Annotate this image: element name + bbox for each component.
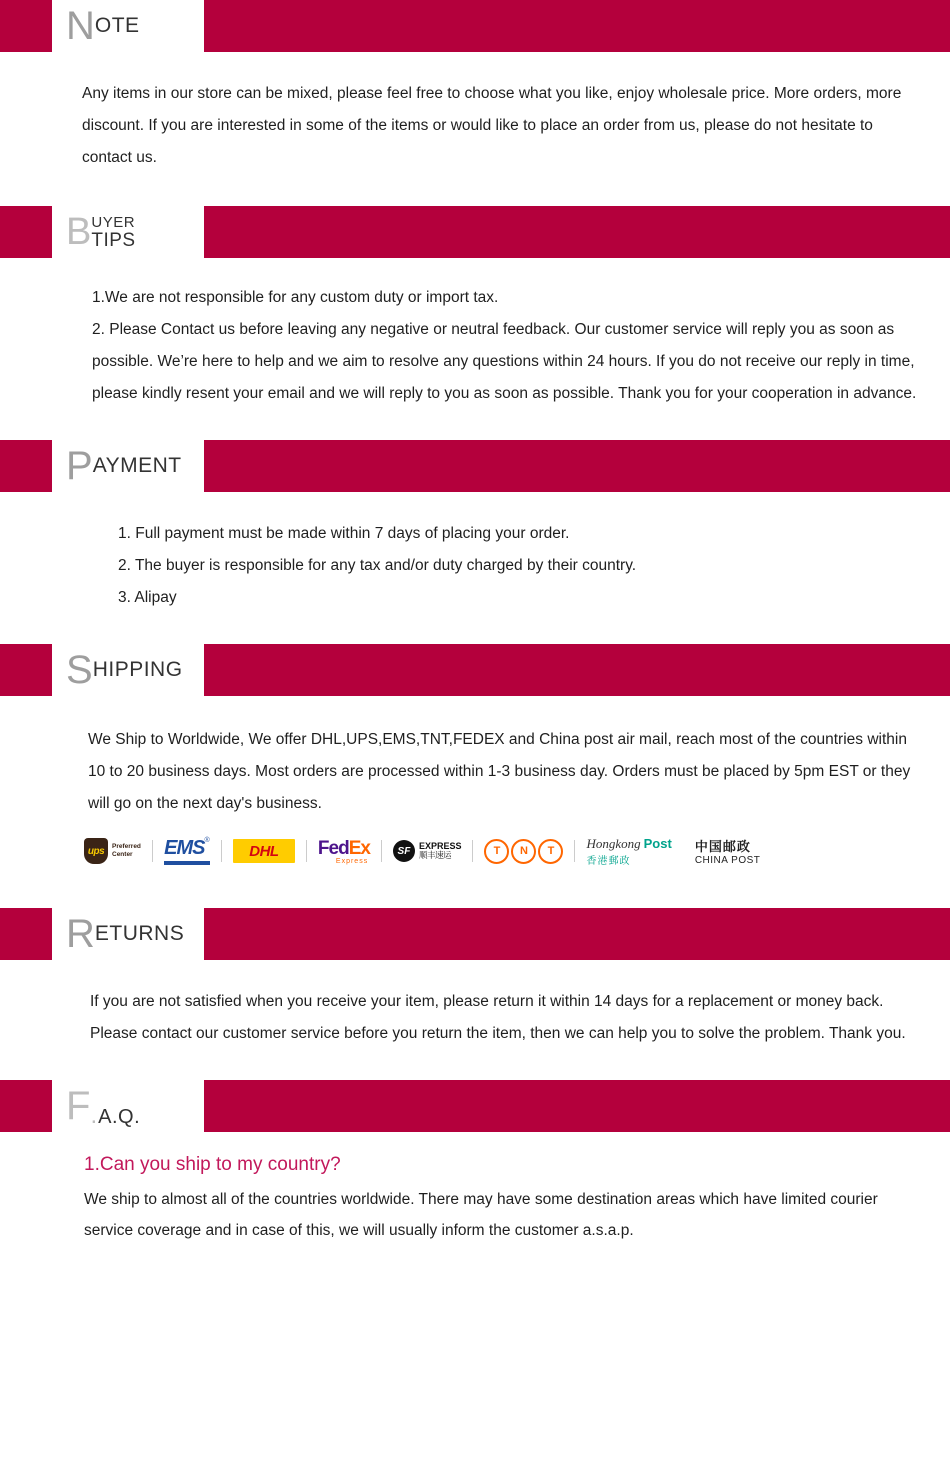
faq-header-bar [0,1080,950,1132]
divider [152,840,153,862]
note-body [0,52,950,174]
ups-shield-icon: ups [84,838,108,864]
band-gap [52,206,204,258]
divider [472,840,473,862]
buyer-tips-heading-initial: B [66,211,92,253]
faq-body [0,1132,950,1246]
faq-question-1: 1.Can you ship to my country? [84,1154,341,1175]
buyer-tips-line-2: 2. Please Contact us before leaving any negative or neutral feedback. Our customer service will reply you as soon as possible. We’re here to help and we aim to resolve any questions within 24 hours. If you do not receive our reply in time, please kindly resent your email and we will reply to you as soon as possible. Thank you for your cooperation in advance. [92,321,917,402]
note-spacer [0,174,950,206]
ups-line1: Preferred [112,843,141,850]
fedex-logo [318,836,370,866]
band-gap [52,440,204,492]
ems-wordmark: EMS [164,837,205,859]
hk-post-line2: 香港郵政 [586,855,631,867]
divider [381,840,382,862]
payment-header-bar [0,440,950,492]
payment-body [0,492,950,614]
band-right-block [204,206,950,258]
shipping-spacer [0,866,950,908]
payment-line-3: 3. Alipay [118,589,177,606]
ems-underline [164,861,210,865]
band-left-block [0,1080,52,1132]
ems-logo [164,836,210,866]
faq-heading-dot: . [90,1102,98,1129]
buyer-tips-header-bar [0,206,950,258]
section-payment [0,440,950,644]
ups-line2: Center [112,851,133,858]
shipping-heading-rest: HIPPING [92,657,183,681]
returns-body [0,960,950,1050]
section-shipping [0,644,950,908]
note-heading-initial: N [66,4,95,48]
buyer-tips-line-1: 1.We are not responsible for any custom duty or import tax. [92,289,499,306]
carrier-logo-strip [0,820,950,866]
fedex-fed: Fed [317,837,349,859]
payment-heading-initial: P [66,444,93,488]
china-post-line1: 中国邮政 [694,839,751,854]
buyer-tips-body [0,258,950,410]
hk-post-line1b: Post [643,835,672,851]
buyer-tips-heading-line1: UYER [91,213,136,231]
shipping-heading-initial: S [66,648,93,692]
fedex-ex: Ex [348,837,370,859]
band-gap [52,644,204,696]
shipping-body [0,696,950,820]
payment-heading-rest: AYMENT [92,453,182,477]
payment-spacer [0,614,950,644]
tnt-letter-t2: T [538,839,563,864]
china-post-logo [695,836,761,866]
band-right-block [204,1080,950,1132]
section-note [0,0,950,206]
returns-header-bar [0,908,950,960]
tnt-logo [484,836,563,866]
band-right-block [204,908,950,960]
tnt-letter-t1: T [484,839,509,864]
payment-line-2: 2. The buyer is responsible for any tax and/or duty charged by their country. [118,557,637,574]
hk-post-line1a: Hongkong [586,835,641,851]
note-paragraph: Any items in our store can be mixed, please feel free to choose what you like, enjoy wholesale price. More orders, more discount. If you are interested in some of the items or would like to place an order from us, please do not hesitate to contact us. [82,85,902,166]
band-gap [52,908,204,960]
china-post-line2: CHINA POST [694,855,761,866]
note-header-bar [0,0,950,52]
band-gap [52,0,204,52]
shipping-paragraph: We Ship to Worldwide, We offer DHL,UPS,EMS,TNT,FEDEX and China post air mail, reach most of the countries within 10 to 20 business days. Most orders are processed within 1-3 business day. Orders must be placed by 5pm EST or they will go on the next day's business. [88,731,911,812]
returns-spacer [0,1050,950,1080]
band-left-block [0,440,52,492]
note-heading-rest: OTE [94,13,140,37]
section-buyer-tips [0,206,950,440]
band-left-block [0,908,52,960]
band-left-block [0,206,52,258]
returns-heading-rest: ETURNS [94,921,185,945]
band-right-block [204,0,950,52]
sf-circle-icon: SF [393,840,415,862]
divider [306,840,307,862]
ups-logo [84,836,141,866]
band-gap [52,1080,204,1132]
sf-line2: 顺丰速运 [418,850,451,860]
buyer-tips-spacer [0,410,950,440]
tnt-letter-n: N [511,839,536,864]
divider [221,840,222,862]
hongkong-post-logo [586,836,671,866]
returns-paragraph: If you are not satisfied when you receive your item, please return it within 14 days for a replacement or money back. Please contact our customer service before you return the item, then we can help you to solve the problem. Thank you. [90,993,906,1042]
band-right-block [204,644,950,696]
faq-answer-1: We ship to almost all of the countries worldwide. There may have some destination areas which have limited courier service coverage and in case of this, we will usually inform the customer a.s.a.p. [84,1191,878,1239]
fedex-sub: Express [335,857,369,865]
section-returns [0,908,950,1080]
band-left-block [0,0,52,52]
dhl-logo [233,836,295,866]
sf-line1: EXPRESS [418,841,462,851]
band-right-block [204,440,950,492]
section-faq [0,1080,950,1246]
divider [574,840,575,862]
band-left-block [0,644,52,696]
shipping-header-bar [0,644,950,696]
faq-heading-initial: F [66,1084,91,1128]
buyer-tips-heading-line2: TIPS [91,229,136,251]
returns-heading-initial: R [66,912,95,956]
faq-heading-rest: A.Q. [98,1106,141,1128]
ems-superscript: ® [204,837,210,844]
payment-line-1: 1. Full payment must be made within 7 days of placing your order. [118,525,570,542]
sf-express-logo [393,836,462,866]
dhl-wordmark: DHL [249,842,279,860]
